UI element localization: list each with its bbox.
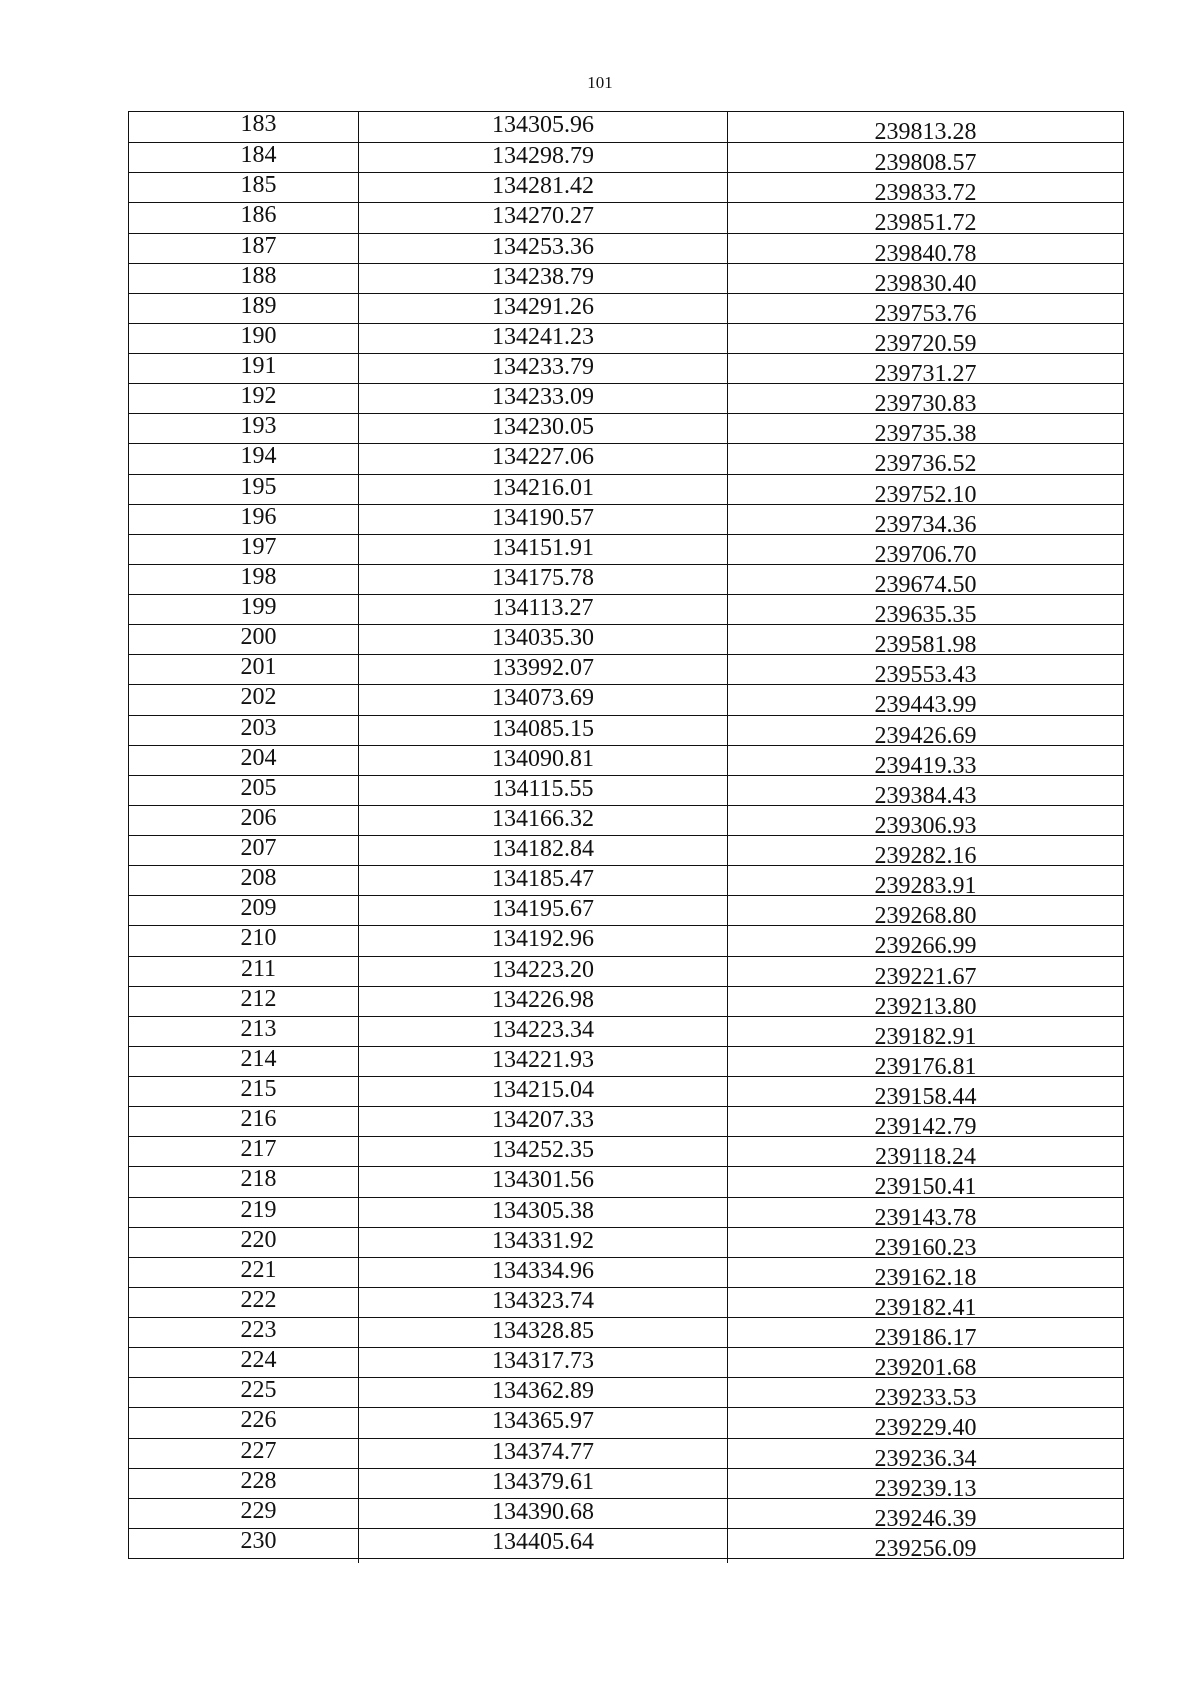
- y-coordinate-cell: 239239.13: [727, 1469, 1123, 1503]
- table-row: [129, 1015, 1123, 1050]
- y-coordinate-cell: 239706.70: [727, 535, 1123, 569]
- point-number-cell: 185: [240, 172, 277, 199]
- point-number-cell: 195: [240, 473, 277, 500]
- x-coordinate-cell: 134405.64: [358, 1529, 727, 1563]
- point-number-cell: 201: [240, 654, 277, 681]
- x-coordinate-cell: 134192.96: [358, 926, 727, 960]
- x-coordinate-cell: 134185.47: [358, 866, 727, 900]
- y-coordinate-cell: 239256.09: [727, 1529, 1123, 1563]
- x-coordinate-cell: 134073.69: [358, 685, 727, 719]
- point-number-cell: 200: [240, 624, 277, 651]
- y-coordinate-cell: 239384.43: [727, 776, 1123, 810]
- point-number-cell: 223: [240, 1317, 277, 1343]
- y-coordinate-cell: 239426.69: [727, 716, 1123, 750]
- point-number-cell: 226: [240, 1407, 277, 1434]
- table-row: [129, 322, 1123, 357]
- table-row: [129, 1497, 1123, 1532]
- table-row: [129, 925, 1123, 960]
- y-coordinate-cell: 239720.59: [727, 324, 1123, 358]
- table-row: [129, 985, 1123, 1020]
- y-coordinate-cell: 239731.27: [727, 354, 1123, 388]
- table-row: [129, 684, 1123, 719]
- x-coordinate-cell: 134238.79: [358, 264, 727, 298]
- point-number-cell: 197: [240, 533, 277, 560]
- point-number-cell: 213: [240, 1015, 277, 1042]
- y-coordinate-cell: 239182.41: [727, 1288, 1123, 1322]
- point-number-cell: 216: [240, 1106, 277, 1133]
- point-number-cell: 224: [240, 1347, 277, 1374]
- point-number-cell: 230: [240, 1527, 277, 1554]
- y-coordinate-cell: 239730.83: [727, 384, 1123, 418]
- point-number-cell: 193: [240, 413, 277, 440]
- point-number-cell: 192: [240, 383, 277, 410]
- y-coordinate-cell: 239808.57: [727, 143, 1123, 177]
- y-coordinate-cell: 239118.24: [727, 1137, 1123, 1171]
- table-row: [129, 835, 1123, 869]
- point-number-cell: 225: [240, 1377, 277, 1404]
- table-row: [129, 1317, 1123, 1351]
- x-coordinate-cell: 134195.67: [358, 896, 727, 930]
- y-coordinate-cell: 239830.40: [727, 264, 1123, 298]
- point-number-cell: 184: [240, 142, 277, 169]
- point-number-cell: 209: [240, 895, 277, 922]
- table-row: [129, 654, 1123, 689]
- point-number-cell: 219: [240, 1196, 277, 1223]
- table-row: [129, 1045, 1123, 1080]
- y-coordinate-cell: 239753.76: [727, 294, 1123, 328]
- y-coordinate-cell: 239160.23: [727, 1228, 1123, 1262]
- x-coordinate-cell: 134301.56: [358, 1167, 727, 1201]
- y-coordinate-cell: 239635.35: [727, 595, 1123, 629]
- x-coordinate-cell: 134190.57: [358, 505, 727, 539]
- x-coordinate-cell: 134215.04: [358, 1077, 727, 1111]
- table-row: [129, 1106, 1123, 1141]
- y-coordinate-cell: 239813.28: [727, 112, 1123, 146]
- table-row: [129, 1286, 1123, 1321]
- y-coordinate-cell: 239553.43: [727, 655, 1123, 689]
- point-number-cell: 188: [240, 262, 277, 289]
- point-number-cell: 204: [240, 744, 277, 771]
- point-number-cell: 217: [240, 1136, 277, 1163]
- y-coordinate-cell: 239182.91: [727, 1017, 1123, 1051]
- y-coordinate-cell: 239143.78: [727, 1198, 1123, 1232]
- table-row: [129, 1166, 1123, 1201]
- x-coordinate-cell: 134113.27: [358, 595, 727, 629]
- x-coordinate-cell: 134374.77: [358, 1439, 727, 1473]
- point-number-cell: 205: [240, 774, 277, 801]
- table-row: [129, 774, 1123, 809]
- point-number-cell: 206: [240, 804, 277, 831]
- x-coordinate-cell: 134221.93: [358, 1047, 727, 1081]
- x-coordinate-cell: 134291.26: [358, 294, 727, 328]
- y-coordinate-cell: 239186.17: [727, 1318, 1123, 1352]
- x-coordinate-cell: 134323.74: [358, 1288, 727, 1322]
- table-row: [129, 533, 1123, 568]
- table-row: [129, 1136, 1123, 1171]
- table-row: [129, 1467, 1123, 1502]
- x-coordinate-cell: 134207.33: [358, 1107, 727, 1141]
- y-coordinate-cell: 239419.33: [727, 746, 1123, 780]
- table-row: [129, 1226, 1123, 1261]
- x-coordinate-cell: 134298.79: [358, 143, 727, 177]
- point-number-cell: 228: [240, 1467, 277, 1494]
- table-row: [129, 473, 1123, 508]
- y-coordinate-cell: 239282.16: [727, 836, 1123, 870]
- table-row: [129, 413, 1123, 448]
- point-number-cell: 183: [240, 111, 277, 137]
- table-row: [129, 202, 1123, 237]
- x-coordinate-cell: 134252.35: [358, 1137, 727, 1171]
- point-number-cell: 199: [240, 594, 277, 620]
- x-coordinate-cell: 134085.15: [358, 716, 727, 750]
- table-row: [129, 383, 1123, 418]
- table-row: [129, 1527, 1123, 1562]
- x-coordinate-cell: 134230.05: [358, 414, 727, 448]
- point-number-cell: 203: [240, 714, 277, 741]
- table-row: [129, 172, 1123, 207]
- table-row: [129, 714, 1123, 749]
- point-number-cell: 196: [240, 503, 277, 530]
- y-coordinate-cell: 239752.10: [727, 475, 1123, 509]
- x-coordinate-cell: 133992.07: [358, 655, 727, 689]
- x-coordinate-cell: 134281.42: [358, 173, 727, 207]
- table-row: [129, 563, 1123, 598]
- x-coordinate-cell: 134379.61: [358, 1469, 727, 1503]
- table-row: [129, 262, 1123, 297]
- point-number-cell: 208: [240, 865, 277, 892]
- point-number-cell: 190: [240, 322, 277, 349]
- y-coordinate-cell: 239840.78: [727, 234, 1123, 268]
- point-number-cell: 212: [240, 985, 277, 1012]
- x-coordinate-cell: 134223.20: [358, 957, 727, 991]
- table-row: [129, 594, 1123, 628]
- y-coordinate-cell: 239246.39: [727, 1499, 1123, 1533]
- table-row: [129, 353, 1123, 387]
- x-coordinate-cell: 134390.68: [358, 1499, 727, 1533]
- coordinate-table: [128, 111, 1124, 1562]
- point-number-cell: 207: [240, 835, 277, 861]
- point-number-cell: 218: [240, 1166, 277, 1193]
- y-coordinate-cell: 239283.91: [727, 866, 1123, 900]
- x-coordinate-cell: 134115.55: [358, 776, 727, 810]
- y-coordinate-cell: 239674.50: [727, 565, 1123, 599]
- y-coordinate-cell: 239268.80: [727, 896, 1123, 930]
- point-number-cell: 211: [240, 955, 277, 982]
- y-coordinate-cell: 239443.99: [727, 685, 1123, 719]
- page-number: 101: [587, 73, 613, 92]
- table-row: [129, 895, 1123, 930]
- x-coordinate-cell: 134035.30: [358, 625, 727, 659]
- point-number-cell: 202: [240, 684, 277, 711]
- x-coordinate-cell: 134305.38: [358, 1198, 727, 1232]
- y-coordinate-cell: 239236.34: [727, 1439, 1123, 1473]
- point-number-cell: 198: [240, 563, 277, 590]
- table-row: [129, 865, 1123, 900]
- point-number-cell: 229: [240, 1497, 277, 1524]
- x-coordinate-cell: 134241.23: [358, 324, 727, 358]
- point-number-cell: 220: [240, 1226, 277, 1253]
- x-coordinate-cell: 134216.01: [358, 475, 727, 509]
- table-row: [129, 503, 1123, 538]
- table-row: [129, 624, 1123, 659]
- x-coordinate-cell: 134331.92: [358, 1228, 727, 1262]
- point-number-cell: 214: [240, 1045, 277, 1072]
- x-coordinate-cell: 134223.34: [358, 1017, 727, 1051]
- y-coordinate-cell: 239306.93: [727, 806, 1123, 840]
- x-coordinate-cell: 134362.89: [358, 1378, 727, 1412]
- point-number-cell: 210: [240, 925, 277, 952]
- y-coordinate-cell: 239221.67: [727, 957, 1123, 991]
- y-coordinate-cell: 239734.36: [727, 505, 1123, 539]
- y-coordinate-cell: 239851.72: [727, 203, 1123, 237]
- x-coordinate-cell: 134182.84: [358, 836, 727, 870]
- table-row: [129, 955, 1123, 990]
- y-coordinate-cell: 239150.41: [727, 1167, 1123, 1201]
- y-coordinate-cell: 239736.52: [727, 444, 1123, 478]
- y-coordinate-cell: 239158.44: [727, 1077, 1123, 1111]
- x-coordinate-cell: 134226.98: [358, 987, 727, 1021]
- y-coordinate-cell: 239833.72: [727, 173, 1123, 207]
- point-number-cell: 215: [240, 1076, 277, 1102]
- table-row: [129, 292, 1123, 327]
- x-coordinate-cell: 134090.81: [358, 746, 727, 780]
- y-coordinate-cell: 239201.68: [727, 1348, 1123, 1382]
- table-row: [129, 744, 1123, 779]
- table-row: [129, 1407, 1123, 1442]
- table-row: [129, 1377, 1123, 1412]
- point-number-cell: 187: [240, 232, 277, 259]
- x-coordinate-cell: 134175.78: [358, 565, 727, 599]
- point-number-cell: 194: [240, 443, 277, 470]
- point-number-cell: 186: [240, 202, 277, 229]
- point-number-cell: 222: [240, 1286, 277, 1313]
- table-row: [129, 804, 1123, 839]
- table-row: [129, 1076, 1123, 1110]
- x-coordinate-cell: 134328.85: [358, 1318, 727, 1352]
- x-coordinate-cell: 134253.36: [358, 234, 727, 268]
- point-number-cell: 189: [240, 292, 277, 319]
- table-row: [129, 1196, 1123, 1231]
- y-coordinate-cell: 239162.18: [727, 1258, 1123, 1292]
- x-coordinate-cell: 134233.79: [358, 354, 727, 388]
- y-coordinate-cell: 239581.98: [727, 625, 1123, 659]
- y-coordinate-cell: 239735.38: [727, 414, 1123, 448]
- point-number-cell: 227: [240, 1437, 277, 1464]
- table-row: [129, 443, 1123, 478]
- y-coordinate-cell: 239266.99: [727, 926, 1123, 960]
- point-number-cell: 191: [240, 353, 277, 379]
- x-coordinate-cell: 134233.09: [358, 384, 727, 418]
- y-coordinate-cell: 239176.81: [727, 1047, 1123, 1081]
- table-row: [129, 1437, 1123, 1472]
- x-coordinate-cell: 134270.27: [358, 203, 727, 237]
- table-row: [129, 1347, 1123, 1382]
- y-coordinate-cell: 239233.53: [727, 1378, 1123, 1412]
- x-coordinate-cell: 134151.91: [358, 535, 727, 569]
- x-coordinate-cell: 134305.96: [358, 112, 727, 146]
- x-coordinate-cell: 134227.06: [358, 444, 727, 478]
- y-coordinate-cell: 239229.40: [727, 1408, 1123, 1442]
- y-coordinate-cell: 239142.79: [727, 1107, 1123, 1141]
- table-row: [129, 1256, 1123, 1291]
- x-coordinate-cell: 134365.97: [358, 1408, 727, 1442]
- x-coordinate-cell: 134166.32: [358, 806, 727, 840]
- table-row: [129, 111, 1123, 145]
- x-coordinate-cell: 134334.96: [358, 1258, 727, 1292]
- table-row: [129, 142, 1123, 177]
- table-row: [129, 232, 1123, 267]
- y-coordinate-cell: 239213.80: [727, 987, 1123, 1021]
- x-coordinate-cell: 134317.73: [358, 1348, 727, 1382]
- point-number-cell: 221: [240, 1256, 277, 1283]
